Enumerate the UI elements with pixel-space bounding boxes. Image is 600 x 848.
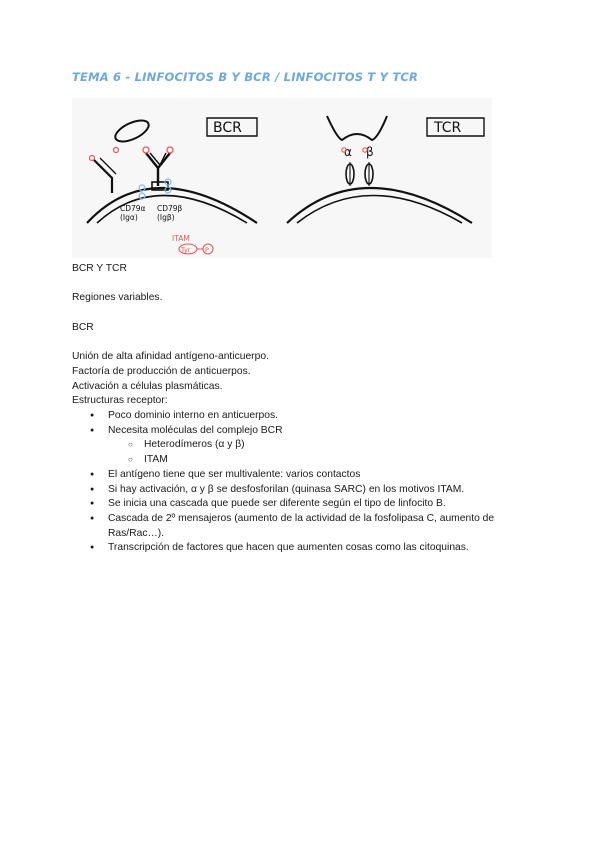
spacer <box>72 306 532 321</box>
list-item: ● Poco dominio interno en anticuerpos. <box>72 409 532 424</box>
variable-regions-line: Regiones variables. <box>72 292 163 304</box>
diagram-drawing <box>72 98 492 258</box>
tcr-diagram-label: TCR <box>434 120 462 136</box>
sub-list-item: ○ ITAM <box>108 453 532 468</box>
beta-label: β <box>366 145 374 159</box>
text-line: Estructuras receptor: <box>72 395 168 407</box>
sub-list <box>108 438 532 467</box>
p-label: P <box>205 246 209 254</box>
page-title: TEMA 6 - LINFOCITOS B Y BCR / LINFOCITOS T Y TCR <box>72 70 419 84</box>
list-item: ● Cascada de 2º mensajeros (aumento de la actividad de la fosfolipasa C, aumento de Ras/Rac…). <box>72 512 532 541</box>
cd79b-label: CD79β (Igβ) <box>157 204 183 222</box>
sub-list-item: ○ Heterodímeros (α y β) <box>108 438 532 453</box>
alpha-label: α <box>344 145 352 159</box>
text-line: Unión de alta afinidad antígeno-anticuerpo. <box>72 351 269 363</box>
list-item: ● El antígeno tiene que ser multivalente: varios contactos <box>72 468 532 483</box>
bcr-tcr-diagram <box>72 98 492 258</box>
bcr-diagram-label: BCR <box>213 120 242 136</box>
list-item: ● Se inicia una cascada que puede ser diferente según el tipo de linfocito B. <box>72 497 532 512</box>
text-line: Factoría de producción de anticuerpos. <box>72 365 251 377</box>
section-heading: BCR Y TCR <box>72 263 127 274</box>
receptor-list <box>72 409 532 556</box>
list-item: ● Si hay activación, α y β se desfosforilan (quinasa SARC) en los motivos ITAM. <box>72 483 532 498</box>
itam-label: ITAM <box>172 234 190 243</box>
document-body <box>72 262 532 556</box>
cd79a-label: CD79α (Igα) <box>120 204 146 222</box>
tyr-label: Tyr <box>181 246 191 254</box>
list-item-text: Necesita moléculas del complejo BCR <box>108 424 283 436</box>
spacer <box>72 277 532 292</box>
text-line: Activación a células plasmáticas. <box>72 380 223 392</box>
list-item: ● Transcripción de factores que hacen que aumenten cosas como las citoquinas. <box>72 541 532 556</box>
bcr-subheading: BCR <box>72 321 94 333</box>
spacer <box>72 335 532 350</box>
list-item <box>72 424 532 468</box>
